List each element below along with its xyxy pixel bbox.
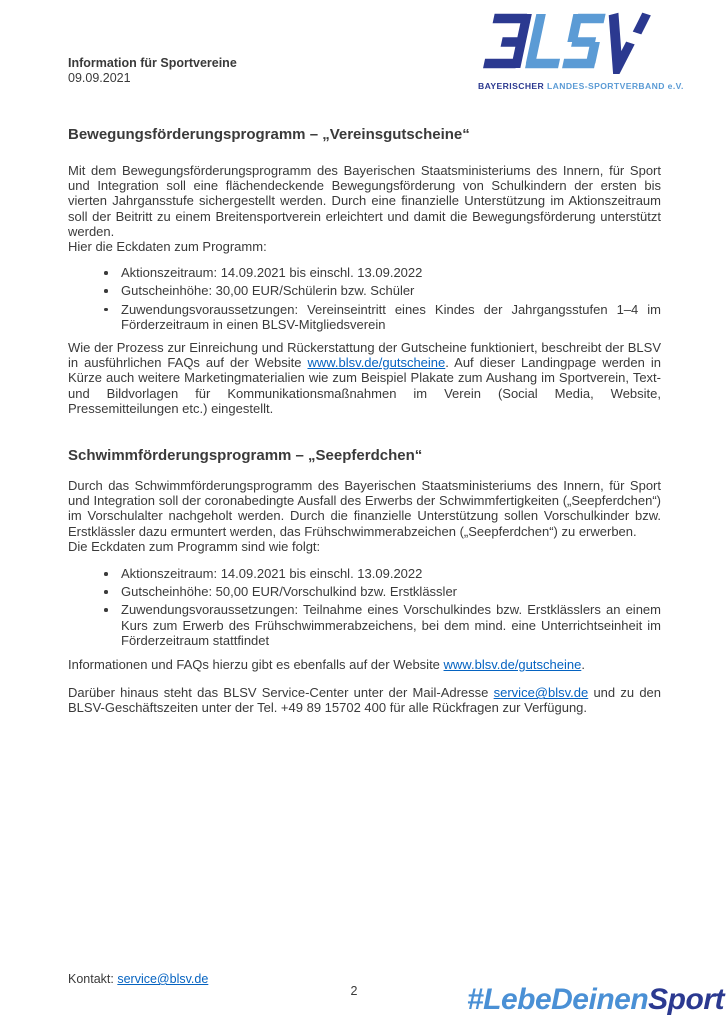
section-2-contact xyxy=(68,685,661,715)
contact-text-after: und zu den BLSV-Geschäftszeiten unter der Tel. +49 89 15702 400 für alle Rückfragen zur Verfügung. xyxy=(68,685,662,716)
blsv-logo-icon xyxy=(478,12,664,74)
hashtag-tagline-light: #LebeDeinen xyxy=(466,983,649,1016)
info-text-before: Informationen und FAQs hierzu gibt es ebenfalls auf der Website xyxy=(68,657,444,673)
section-2-info xyxy=(68,657,661,672)
logo-subtitle xyxy=(478,81,684,91)
service-email-link[interactable]: service@blsv.de xyxy=(493,685,589,701)
document-title: Information für Sportvereine xyxy=(68,56,237,70)
gutscheine-link[interactable]: www.blsv.de/gutscheine xyxy=(307,355,446,371)
blsv-logo xyxy=(478,12,684,91)
section-1-intro: Mit dem Bewegungsförderungsprogramm des Bayerischen Staatsministeriums des Innern, für Sport und Integration soll eine flächendeckende Bewegungsförderung von Schulkindern der ersten bis vierten Jahrgansstufe sichergestellt werden. Durch eine finanzielle Unterstützung im Aktionszeitraum soll der Beitritt zu einem Breitensportverein erleichtert und damit die Bewegungsförderung unterstützt werden. xyxy=(68,163,661,239)
outro-text-before: Wie der Prozess zur Einreichung und Rückerstattung der Gutscheine funktioniert, beschreibt der BLSV in ausführlichen FAQs auf der Website xyxy=(68,340,661,371)
section-1-outro xyxy=(68,340,661,416)
hashtag-tagline-dark: Sport xyxy=(648,983,724,1016)
list-item: Zuwendungsvoraussetzungen: Vereinseintritt eines Kindes der Jahrgangsstufen 1–4 im Förderzeitraum in einen BLSV-Mitgliedsverein xyxy=(121,301,661,332)
section-1-bullet-list xyxy=(68,265,661,332)
list-item: Aktionszeitraum: 14.09.2021 bis einschl. 13.09.2022 xyxy=(121,265,661,280)
footer-email-link[interactable]: service@blsv.de xyxy=(117,972,209,986)
section-2-bullet-list xyxy=(68,566,661,648)
section-1-heading: Bewegungsförderungsprogramm – „Vereinsgutscheine“ xyxy=(68,126,470,143)
list-item: Gutscheinhöhe: 30,00 EUR/Schülerin bzw. Schüler xyxy=(121,283,661,298)
section-2-eckdaten-lead: Die Eckdaten zum Programm sind wie folgt: xyxy=(68,538,321,554)
list-item: Aktionszeitraum: 14.09.2021 bis einschl. 13.09.2022 xyxy=(121,566,661,581)
logo-subtitle-dark: BAYERISCHER xyxy=(478,81,545,91)
footer-contact xyxy=(68,972,208,987)
info-text-after: . xyxy=(581,657,585,673)
list-item: Zuwendungsvoraussetzungen: Teilnahme eines Vorschulkindes bzw. Erstklässlers an einem Kurs zum Erwerb des Frühschwimmerabzeichens, bei dem mind. eine Unterrichtseinheit im Förderzeitraum stattfindet xyxy=(121,602,661,648)
document-body xyxy=(68,126,661,716)
footer-contact-label: Kontakt: xyxy=(68,972,118,986)
list-item: Gutscheinhöhe: 50,00 EUR/Vorschulkind bzw. Erstklässler xyxy=(121,584,661,599)
section-2-heading: Schwimmförderungsprogramm – „Seepferdchen“ xyxy=(68,447,423,465)
section-1-eckdaten-lead: Hier die Eckdaten zum Programm: xyxy=(68,239,267,255)
document-header xyxy=(68,56,237,86)
outro-text-after: . Auf dieser Landingpage werden in Kürze auch weitere Marketingmaterialien wie zum Beispiel Plakate zum Aushang im Sportverein, Text- und Bildvorlagen für Kommunikationsmaßnahmen im Verein (Social Media, Website, Pressemitteilungen etc.) eingestellt. xyxy=(68,355,661,416)
section-2-intro: Durch das Schwimmförderungsprogramm des Bayerischen Staatsministeriums des Innern, für Sport und Integration soll der coronabedingte Ausfall des Erwerbs der Schwimmfertigkeiten („Seepferdchen“) im Vorschulalter nachgeholt werden. Durch die finanzielle Unterstützung sollen Vorschulkinder bzw. Erstklässler dazu ermuntert werden, das Frühschwimmerabzeichen („Seepferdchen“) zu erwerben. xyxy=(68,478,661,539)
logo-subtitle-light: LANDES-SPORTVERBAND e.V. xyxy=(546,81,684,91)
hashtag-tagline xyxy=(467,983,724,1017)
gutscheine-link[interactable]: www.blsv.de/gutscheine xyxy=(443,657,582,673)
page-number: 2 xyxy=(350,984,358,998)
document-date: 09.09.2021 xyxy=(68,71,131,85)
contact-text-before: Darüber hinaus steht das BLSV Service-Center unter der Mail-Adresse xyxy=(68,685,494,701)
